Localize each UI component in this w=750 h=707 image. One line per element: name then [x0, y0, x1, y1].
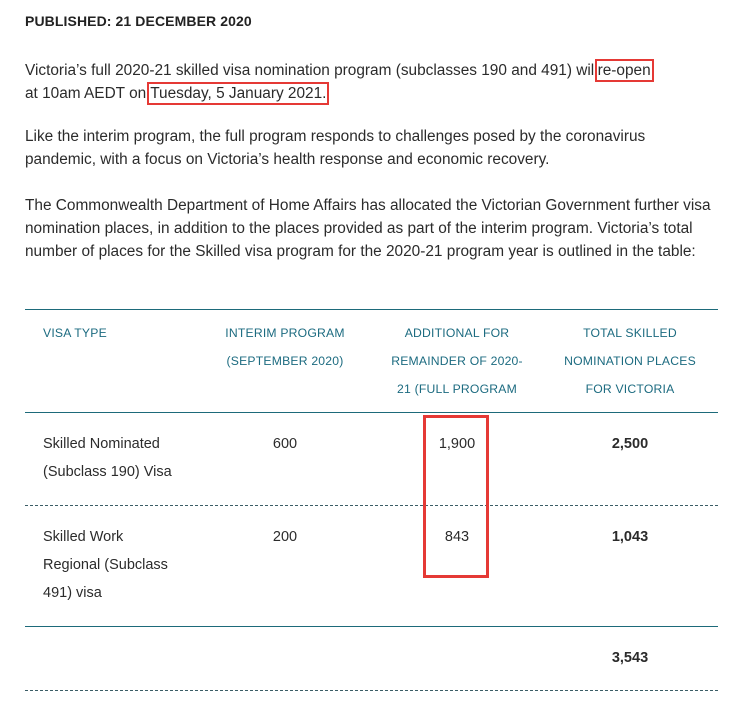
- header-total: [555, 319, 705, 403]
- header-visa-type: VISA TYPE: [43, 326, 107, 340]
- header-interim: [215, 319, 355, 375]
- header-additional: [377, 319, 537, 403]
- interim-cell: 200: [272, 529, 298, 545]
- additional-cell: 843: [444, 529, 470, 545]
- header-additional-line2: REMAINDER OF 2020-: [391, 354, 523, 368]
- total-cell: 2,500: [611, 436, 649, 452]
- intro-paragraph: [25, 59, 718, 105]
- highlight-date: Tuesday, 5 January 2021.: [150, 85, 327, 102]
- intro-text: Victoria’s full 2020-21 skilled visa nomination program (subclasses 190 and 491) will: [25, 62, 598, 79]
- table-bottom-rule: [25, 690, 718, 691]
- visa-type-cell: Skilled Nominated: [43, 436, 160, 452]
- visa-type-cell: Regional (Subclass: [43, 557, 168, 573]
- header-total-line1: TOTAL SKILLED: [583, 326, 677, 340]
- row-divider: [25, 505, 718, 506]
- intro-text-2: at 10am AEDT on: [25, 85, 147, 102]
- visa-type-cell: 491) visa: [43, 585, 102, 601]
- additional-cell: 1,900: [438, 436, 476, 452]
- table-row: [43, 523, 168, 607]
- table-top-rule: [25, 309, 718, 310]
- table-total-rule: [25, 626, 718, 627]
- header-interim-line2: (SEPTEMBER 2020): [226, 354, 344, 368]
- table-header-rule: [25, 412, 718, 413]
- visa-type-cell: (Subclass 190) Visa: [43, 464, 172, 480]
- header-additional-line1: ADDITIONAL FOR: [404, 326, 510, 340]
- header-additional-line3: 21 (FULL PROGRAM: [397, 382, 517, 396]
- additional-column-highlight: [423, 415, 489, 578]
- allocation-paragraph: The Commonwealth Department of Home Affairs has allocated the Victorian Government further visa nomination places, in addition to the places provided as part of the interim program. Victoria’s total number of places for the Skilled visa program for the 2020-21 program year is outlined in the table:: [25, 197, 711, 260]
- table-row: [43, 430, 172, 486]
- header-interim-line1: INTERIM PROGRAM: [225, 326, 345, 340]
- published-date: PUBLISHED: 21 DECEMBER 2020: [25, 13, 252, 29]
- grand-total-cell: 3,543: [611, 650, 649, 666]
- interim-cell: 600: [272, 436, 298, 452]
- header-total-line3: FOR VICTORIA: [585, 382, 675, 396]
- program-paragraph: Like the interim program, the full program responds to challenges posed by the coronavirus pandemic, with a focus on Victoria’s health response and economic recovery.: [25, 128, 646, 168]
- header-total-line2: NOMINATION PLACES: [564, 354, 696, 368]
- visa-type-cell: Skilled Work: [43, 529, 124, 545]
- total-cell: 1,043: [611, 529, 649, 545]
- highlight-reopen: re-open: [597, 62, 651, 79]
